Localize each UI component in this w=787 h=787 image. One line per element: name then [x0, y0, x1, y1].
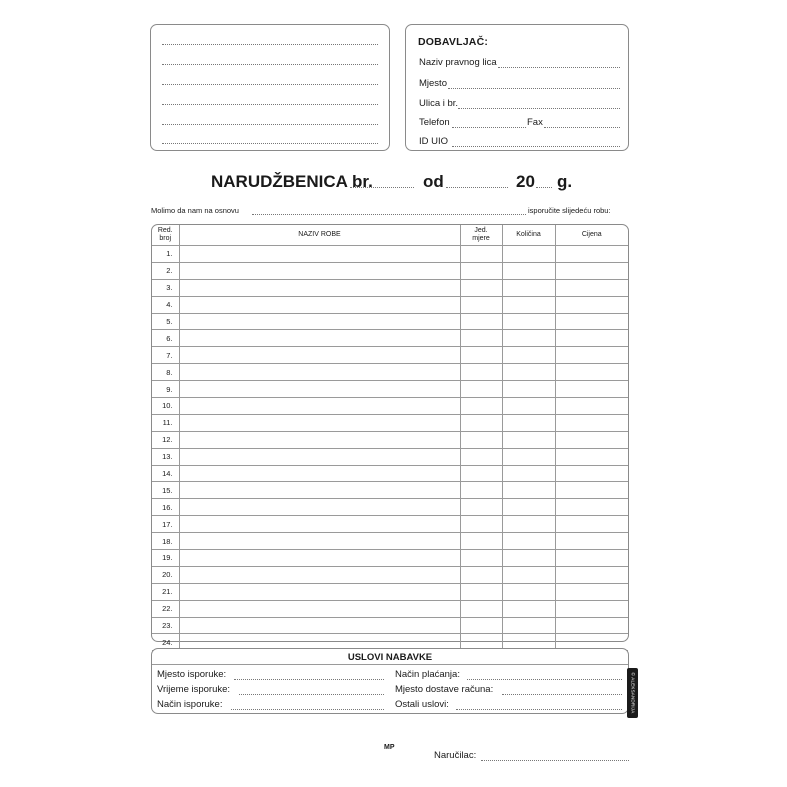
- unit-cell[interactable]: [460, 330, 502, 347]
- table-body: [152, 246, 628, 668]
- table-row: [152, 381, 628, 398]
- orderer-label: Naručilac:: [434, 750, 477, 761]
- quantity-cell[interactable]: [502, 533, 555, 550]
- table-row: [152, 296, 628, 313]
- quantity-cell[interactable]: [502, 262, 555, 279]
- price-cell[interactable]: [555, 482, 628, 499]
- table-row: [152, 617, 628, 634]
- price-cell[interactable]: [555, 262, 628, 279]
- quantity-cell[interactable]: [502, 516, 555, 533]
- price-cell[interactable]: [555, 313, 628, 330]
- unit-cell[interactable]: [460, 262, 502, 279]
- unit-cell[interactable]: [460, 246, 502, 263]
- table-row: [152, 499, 628, 516]
- item-name-cell[interactable]: [179, 516, 460, 533]
- row-number: 3.: [152, 279, 179, 296]
- table-row: [152, 550, 628, 567]
- row-number: 16.: [152, 499, 179, 516]
- price-cell[interactable]: [555, 465, 628, 482]
- item-name-cell[interactable]: [179, 431, 460, 448]
- price-cell[interactable]: [555, 566, 628, 583]
- quantity-cell[interactable]: [502, 347, 555, 364]
- unit-cell[interactable]: [460, 313, 502, 330]
- table-row: [152, 566, 628, 583]
- price-cell[interactable]: [555, 330, 628, 347]
- order-year-field[interactable]: [536, 187, 552, 188]
- row-number: 1.: [152, 246, 179, 263]
- quantity-cell[interactable]: [502, 448, 555, 465]
- unit-cell[interactable]: [460, 431, 502, 448]
- unit-cell[interactable]: [460, 516, 502, 533]
- supplier-id-label: ID UIO: [419, 136, 449, 147]
- item-name-cell[interactable]: [179, 279, 460, 296]
- unit-cell[interactable]: [460, 566, 502, 583]
- quantity-cell[interactable]: [502, 398, 555, 415]
- title-year-prefix: 20: [516, 172, 535, 191]
- supplier-id-field[interactable]: [452, 146, 620, 147]
- price-cell[interactable]: [555, 296, 628, 313]
- price-cell[interactable]: [555, 617, 628, 634]
- quantity-cell[interactable]: [502, 550, 555, 567]
- row-number: 19.: [152, 550, 179, 567]
- unit-cell[interactable]: [460, 550, 502, 567]
- item-name-cell[interactable]: [179, 313, 460, 330]
- supplier-phone-label: Telefon: [419, 117, 450, 128]
- other-conditions-label: Ostali uslovi:: [395, 699, 449, 710]
- table-row: [152, 313, 628, 330]
- row-number: 23.: [152, 617, 179, 634]
- buyer-line-1[interactable]: [162, 44, 378, 45]
- row-number: 20.: [152, 566, 179, 583]
- table-row: [152, 398, 628, 415]
- item-name-cell[interactable]: [179, 600, 460, 617]
- table-row: [152, 330, 628, 347]
- item-name-cell[interactable]: [179, 347, 460, 364]
- quantity-cell[interactable]: [502, 617, 555, 634]
- row-number: 10.: [152, 398, 179, 415]
- order-date-field[interactable]: [446, 187, 508, 188]
- price-cell[interactable]: [555, 347, 628, 364]
- price-cell[interactable]: [555, 516, 628, 533]
- item-name-cell[interactable]: [179, 448, 460, 465]
- conditions-divider: [152, 664, 628, 665]
- quantity-cell[interactable]: [502, 246, 555, 263]
- quantity-cell[interactable]: [502, 431, 555, 448]
- delivery-place-field[interactable]: [234, 679, 384, 680]
- table-row: [152, 533, 628, 550]
- item-name-cell[interactable]: [179, 617, 460, 634]
- table-row: [152, 465, 628, 482]
- quantity-cell[interactable]: [502, 600, 555, 617]
- quantity-cell[interactable]: [502, 499, 555, 516]
- unit-cell[interactable]: [460, 414, 502, 431]
- item-name-cell[interactable]: [179, 398, 460, 415]
- unit-cell[interactable]: [460, 279, 502, 296]
- quantity-cell[interactable]: [502, 465, 555, 482]
- table-row: [152, 414, 628, 431]
- row-number: 9.: [152, 381, 179, 398]
- table-row: [152, 583, 628, 600]
- row-number: 7.: [152, 347, 179, 364]
- title-year-suffix: g.: [557, 172, 573, 191]
- delivery-method-label: Način isporuke:: [157, 699, 223, 710]
- document-title: NARUDŽBENICA br.: [211, 172, 373, 191]
- item-name-cell[interactable]: [179, 262, 460, 279]
- table-row: [152, 279, 628, 296]
- row-number: 18.: [152, 533, 179, 550]
- delivery-place-label: Mjesto isporuke:: [157, 669, 227, 680]
- order-number-field[interactable]: [350, 187, 414, 188]
- supplier-city-label: Mjesto: [419, 78, 447, 89]
- price-cell[interactable]: [555, 381, 628, 398]
- supplier-title: DOBAVLJAČ:: [418, 36, 489, 48]
- item-name-cell[interactable]: [179, 566, 460, 583]
- supplier-name-label: Naziv pravnog lica: [419, 57, 497, 68]
- item-name-cell[interactable]: [179, 246, 460, 263]
- price-cell[interactable]: [555, 279, 628, 296]
- unit-cell[interactable]: [460, 583, 502, 600]
- publisher-logo: [627, 668, 638, 718]
- buyer-line-2[interactable]: [162, 64, 378, 65]
- table-row: [152, 246, 628, 263]
- quantity-cell[interactable]: [502, 313, 555, 330]
- unit-cell[interactable]: [460, 465, 502, 482]
- invoice-place-field[interactable]: [502, 694, 622, 695]
- item-name-cell[interactable]: [179, 364, 460, 381]
- orderer-signature-field[interactable]: [481, 760, 629, 761]
- item-name-cell[interactable]: [179, 482, 460, 499]
- item-name-cell[interactable]: [179, 296, 460, 313]
- unit-cell[interactable]: [460, 448, 502, 465]
- payment-method-field[interactable]: [467, 679, 622, 680]
- quantity-cell[interactable]: [502, 381, 555, 398]
- other-conditions-field[interactable]: [456, 709, 622, 710]
- unit-cell[interactable]: [460, 499, 502, 516]
- request-basis-field[interactable]: [252, 214, 526, 215]
- price-cell[interactable]: [555, 550, 628, 567]
- price-cell[interactable]: [555, 431, 628, 448]
- supplier-street-field[interactable]: [458, 108, 620, 109]
- price-cell[interactable]: [555, 414, 628, 431]
- item-name-cell[interactable]: [179, 499, 460, 516]
- quantity-cell[interactable]: [502, 414, 555, 431]
- row-number: 11.: [152, 414, 179, 431]
- supplier-box: [405, 24, 629, 151]
- quantity-cell[interactable]: [502, 330, 555, 347]
- table-row: [152, 262, 628, 279]
- request-prefix: Molimo da nam na osnovu: [151, 206, 239, 215]
- buyer-info-box: [150, 24, 390, 151]
- items-table: [151, 224, 629, 647]
- supplier-fax-field[interactable]: [544, 127, 620, 128]
- quantity-cell[interactable]: [502, 364, 555, 381]
- row-number: 4.: [152, 296, 179, 313]
- delivery-method-field[interactable]: [231, 709, 384, 710]
- table-row: [152, 600, 628, 617]
- row-number: 21.: [152, 583, 179, 600]
- conditions-box: [151, 648, 629, 714]
- table-row: [152, 482, 628, 499]
- price-cell[interactable]: [555, 583, 628, 600]
- item-name-cell[interactable]: [179, 583, 460, 600]
- header-item-name: NAZIV ROBE: [179, 225, 460, 246]
- row-number: 8.: [152, 364, 179, 381]
- delivery-time-label: Vrijeme isporuke:: [157, 684, 231, 695]
- unit-cell[interactable]: [460, 381, 502, 398]
- item-name-cell[interactable]: [179, 414, 460, 431]
- row-number: 15.: [152, 482, 179, 499]
- row-number: 17.: [152, 516, 179, 533]
- price-cell[interactable]: [555, 364, 628, 381]
- row-number: 13.: [152, 448, 179, 465]
- unit-cell[interactable]: [460, 296, 502, 313]
- buyer-line-5[interactable]: [162, 124, 378, 125]
- table-row: [152, 364, 628, 381]
- conditions-title: USLOVI NABAVKE: [347, 652, 433, 663]
- item-name-cell[interactable]: [179, 533, 460, 550]
- table-row: [152, 347, 628, 364]
- quantity-cell[interactable]: [502, 583, 555, 600]
- payment-method-label: Način plaćanja:: [395, 669, 460, 680]
- unit-cell[interactable]: [460, 533, 502, 550]
- delivery-time-field[interactable]: [239, 694, 384, 695]
- row-number: 2.: [152, 262, 179, 279]
- quantity-cell[interactable]: [502, 296, 555, 313]
- price-cell[interactable]: [555, 533, 628, 550]
- publisher-logo-text: © ALEKSANDRIJA: [630, 672, 635, 714]
- unit-cell[interactable]: [460, 482, 502, 499]
- supplier-city-field[interactable]: [448, 88, 620, 89]
- unit-cell[interactable]: [460, 364, 502, 381]
- unit-cell[interactable]: [460, 347, 502, 364]
- buyer-line-4[interactable]: [162, 104, 378, 105]
- price-cell[interactable]: [555, 448, 628, 465]
- price-cell[interactable]: [555, 398, 628, 415]
- header-quantity: Količina: [502, 225, 555, 246]
- supplier-name-field[interactable]: [498, 67, 620, 68]
- invoice-place-label: Mjesto dostave računa:: [395, 684, 494, 695]
- supplier-phone-field[interactable]: [452, 127, 526, 128]
- price-cell[interactable]: [555, 246, 628, 263]
- row-number: 22.: [152, 600, 179, 617]
- quantity-cell[interactable]: [502, 566, 555, 583]
- buyer-line-3[interactable]: [162, 84, 378, 85]
- supplier-street-label: Ulica i br.: [419, 98, 459, 109]
- quantity-cell[interactable]: [502, 482, 555, 499]
- buyer-line-6[interactable]: [162, 143, 378, 144]
- header-row-number: Red. broj: [152, 225, 179, 246]
- table-header-row: [152, 225, 628, 246]
- row-number: 5.: [152, 313, 179, 330]
- header-price: Cijena: [555, 225, 628, 246]
- supplier-fax-label: Fax: [527, 117, 543, 128]
- row-number: 6.: [152, 330, 179, 347]
- item-name-cell[interactable]: [179, 330, 460, 347]
- item-name-cell[interactable]: [179, 381, 460, 398]
- unit-cell[interactable]: [460, 617, 502, 634]
- row-number: 12.: [152, 431, 179, 448]
- price-cell[interactable]: [555, 499, 628, 516]
- title-od: od: [423, 172, 444, 191]
- item-name-cell[interactable]: [179, 550, 460, 567]
- table-row: [152, 516, 628, 533]
- table-row: [152, 448, 628, 465]
- row-number: 14.: [152, 465, 179, 482]
- item-name-cell[interactable]: [179, 465, 460, 482]
- stamp-placeholder: MP: [384, 744, 395, 751]
- row-number: 24.: [152, 634, 179, 651]
- table-row: [152, 431, 628, 448]
- unit-cell[interactable]: [460, 398, 502, 415]
- price-cell[interactable]: [555, 600, 628, 617]
- request-suffix: isporučite slijedeću robu:: [528, 206, 611, 215]
- unit-cell[interactable]: [460, 600, 502, 617]
- quantity-cell[interactable]: [502, 279, 555, 296]
- header-unit: Jed. mjere: [460, 225, 502, 246]
